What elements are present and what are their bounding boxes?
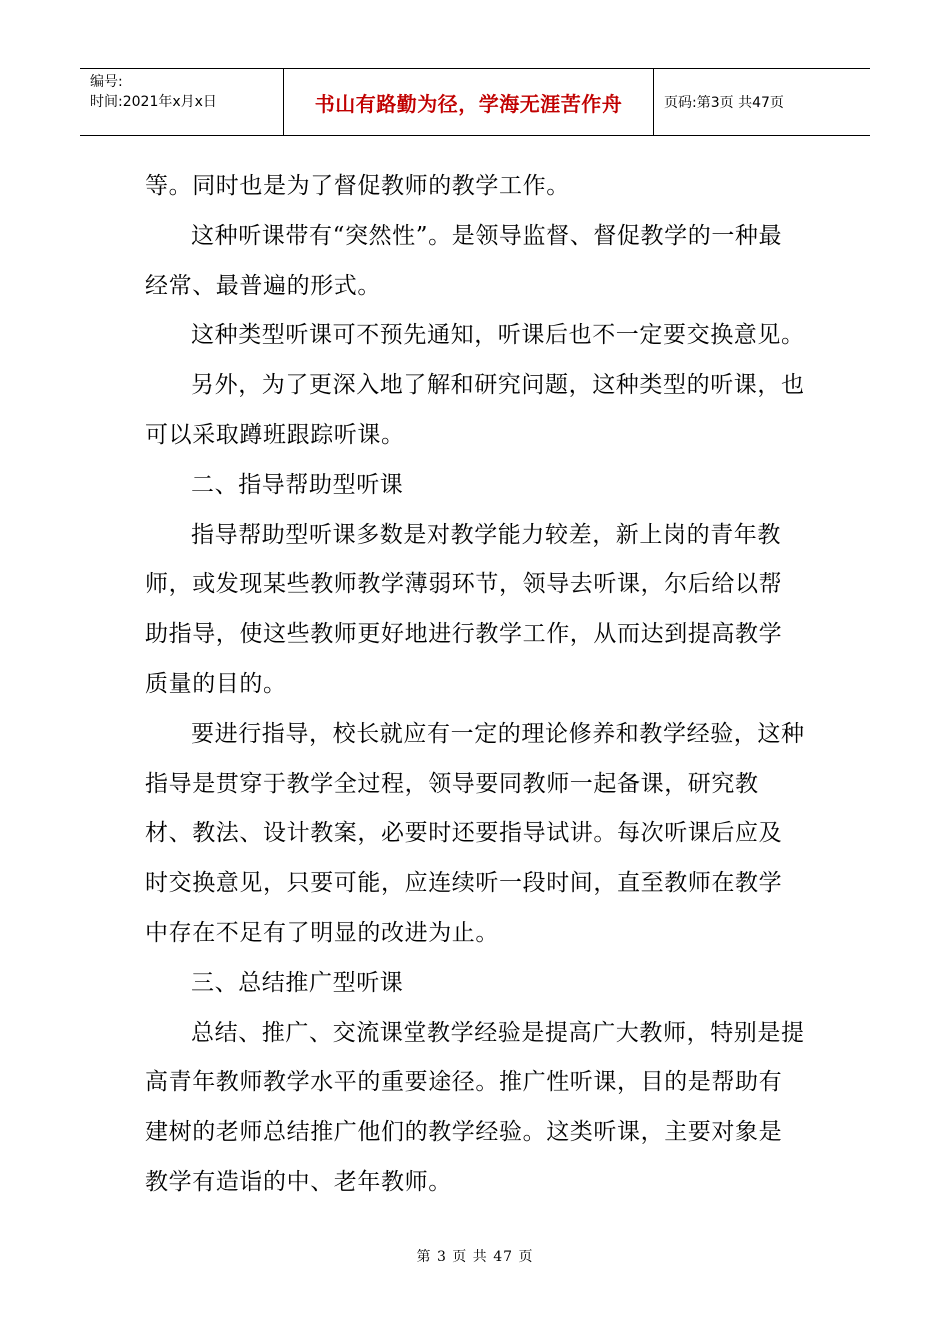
section-heading: 三、总结推广型听课 <box>191 969 404 996</box>
paragraph: 指导帮助型听课多数是对教学能力较差，新上岗的青年教师，或发现某些教师教学薄弱环节，领导去听课，尔后给以帮助指导，使这些教师更好地进行教学工作，从而达到提高教学质量的目的。 <box>145 521 783 697</box>
header-page-info: 页码:第3页 共47页 <box>664 95 784 111</box>
paragraph: 要进行指导，校长就应有一定的理论修养和教学经验，这种指导是贯穿于教学全过程，领导要同教师一起备课，研究教材、教法、设计教案，必要时还要指导试讲。每次听课后应及时交换意见，只要可能，应连续听一段时间，直至教师在教学中存在不足有了明显的改进为止。 <box>145 720 805 946</box>
paragraph: 这种听课带有“突然性”。是领导监督、督促教学的一种最经常、最普遍的形式。 <box>145 222 783 299</box>
document-date: 时间:2021年x月x日 <box>90 94 217 110</box>
document-body <box>145 162 805 1208</box>
paragraph: 等。同时也是为了督促教师的教学工作。 <box>145 173 570 199</box>
paragraph: 这种类型听课可不预先通知，听课后也不一定要交换意见。 <box>191 322 805 349</box>
header-meta-cell <box>80 69 284 135</box>
document-number-label: 编号: <box>90 74 123 90</box>
page-footer: 第 3 页 共 47 页 <box>416 1249 534 1265</box>
section-heading: 二、指导帮助型听课 <box>191 471 404 498</box>
paragraph: 另外，为了更深入地了解和研究问题，这种类型的听课，也可以采取蹲班跟踪听课。 <box>145 372 805 448</box>
paragraph: 总结、推广、交流课堂教学经验是提高广大教师，特别是提高青年教师教学水平的重要途径。推广性听课，目的是帮助有建树的老师总结推广他们的教学经验。这类听课，主要对象是教学有造诣的中、老年教师。 <box>145 1019 805 1195</box>
page-header <box>80 68 870 136</box>
header-motto: 书山有路勤为径，学海无涯苦作舟 <box>284 69 654 135</box>
